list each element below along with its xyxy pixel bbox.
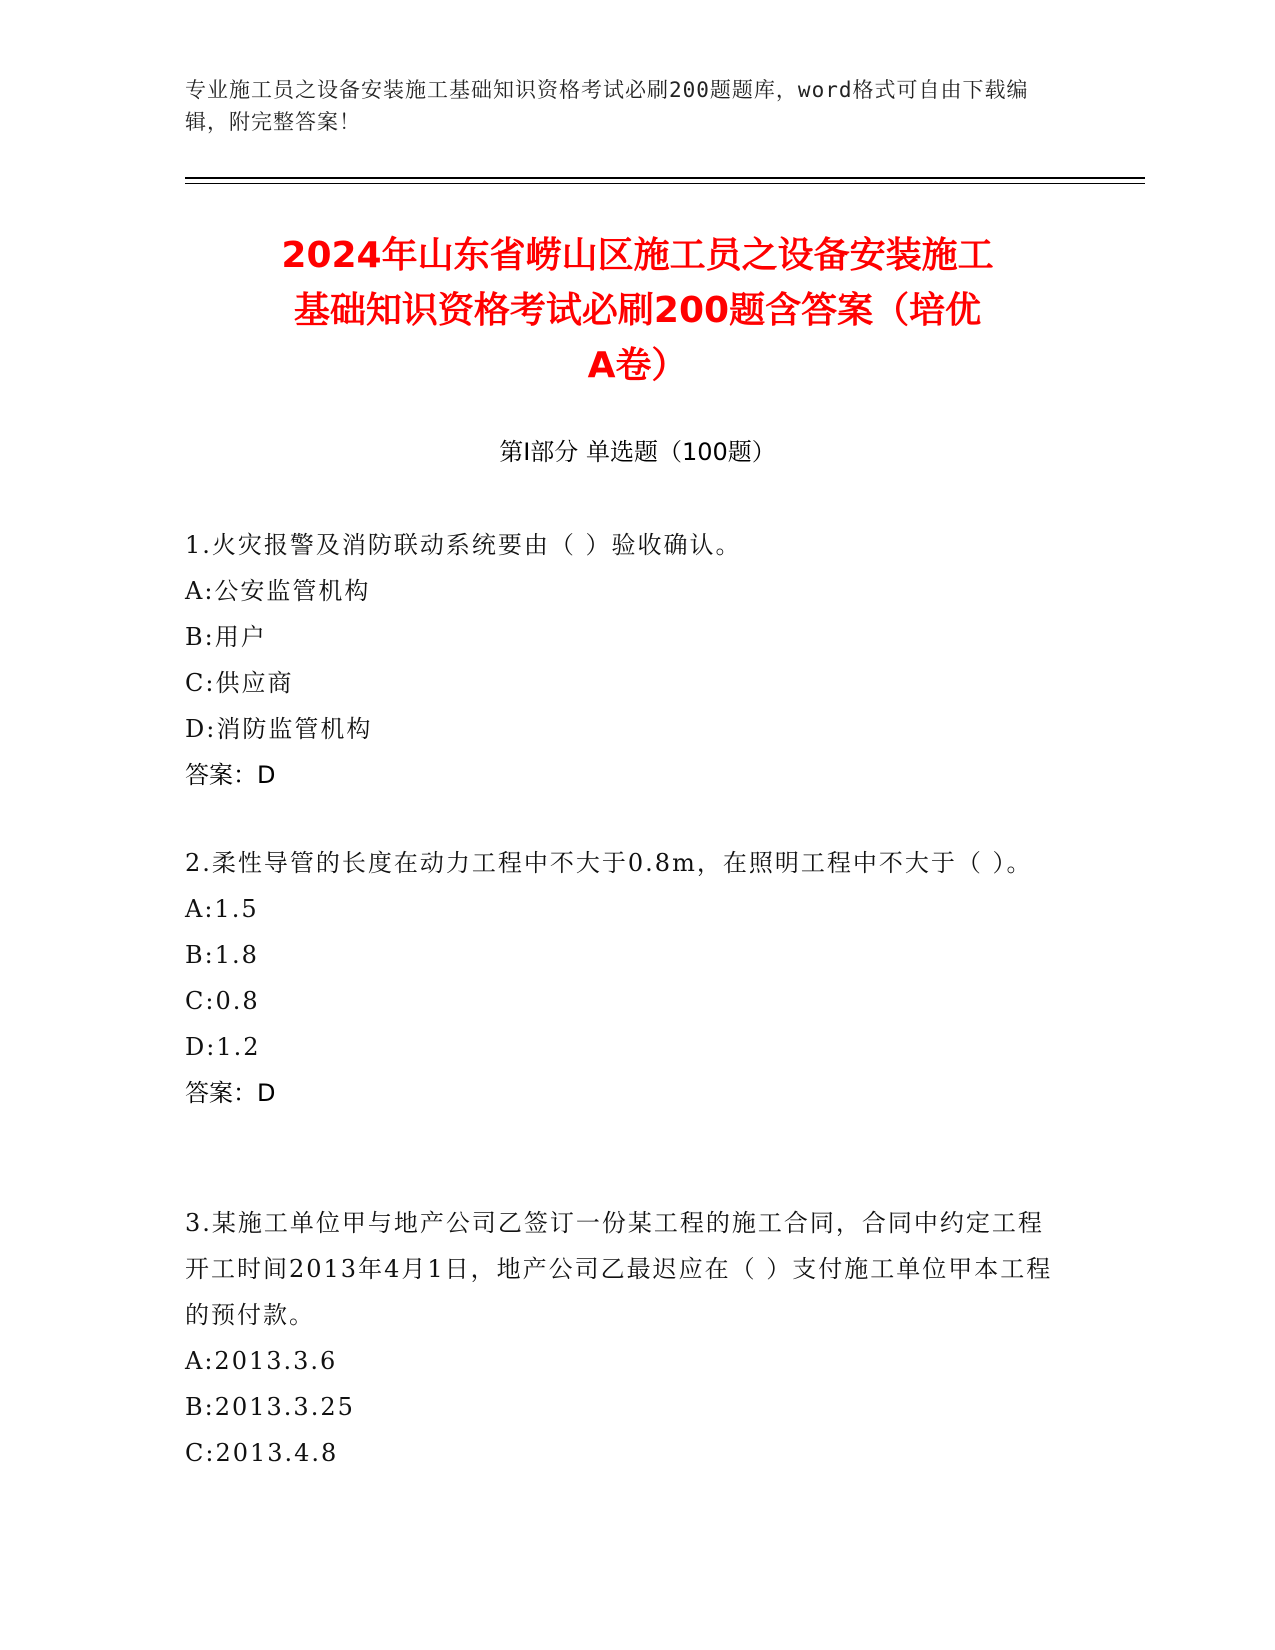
- question-1: [185, 522, 1065, 798]
- option-a: A:2013.3.6: [185, 1347, 338, 1375]
- question-3: [185, 1200, 1065, 1476]
- header-rule-thin: [185, 183, 1145, 184]
- question-2: [185, 840, 1065, 1116]
- option-d: D:消防监管机构: [185, 715, 373, 743]
- option-c: C:供应商: [185, 669, 294, 697]
- answer: 答案：D: [185, 1079, 276, 1107]
- title-line-1: 2024年山东省崂山区施工员之设备安装施工: [281, 235, 994, 276]
- section-heading: 第Ⅰ部分 单选题（100题）: [499, 438, 776, 466]
- title-line-3: A卷）: [587, 345, 688, 386]
- option-b: B:用户: [185, 623, 267, 651]
- question-stem: 2.柔性导管的长度在动力工程中不大于0.8m，在照明工程中不大于（ ）。: [185, 849, 1033, 877]
- title-line-2: 基础知识资格考试必刷200题含答案（培优: [293, 290, 982, 331]
- option-b: B:1.8: [185, 941, 259, 969]
- document-title: [160, 228, 1115, 393]
- option-c: C:2013.4.8: [185, 1439, 339, 1467]
- option-b: B:2013.3.25: [185, 1393, 355, 1421]
- answer: 答案：D: [185, 761, 276, 789]
- header-rule-thick: [185, 177, 1145, 179]
- option-d: D:1.2: [185, 1033, 261, 1061]
- question-stem: 3.某施工单位甲与地产公司乙签订一份某工程的施工合同，合同中约定工程开工时间2013年4月1日，地产公司乙最迟应在（ ）支付施工单位甲本工程的预付款。: [185, 1209, 1053, 1329]
- option-a: A:1.5: [185, 895, 259, 923]
- header-note: 专业施工员之设备安装施工基础知识资格考试必刷200题题库，word格式可自由下载编辑，附完整答案！: [185, 78, 1029, 134]
- question-stem: 1.火灾报警及消防联动系统要由（ ）验收确认。: [185, 531, 742, 559]
- option-c: C:0.8: [185, 987, 260, 1015]
- option-a: A:公安监管机构: [185, 577, 371, 605]
